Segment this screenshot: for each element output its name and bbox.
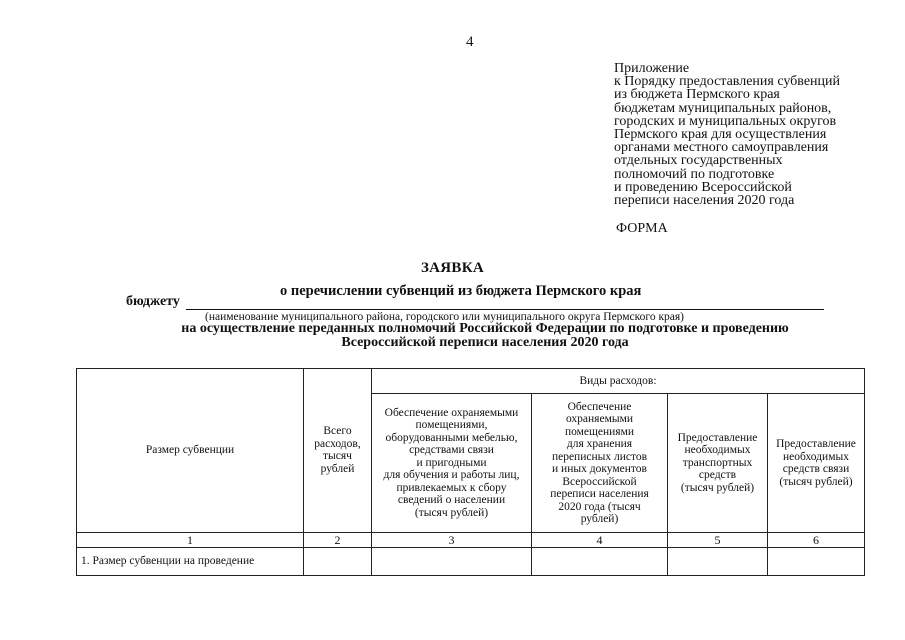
- document-subtitle: о перечислении субвенций из бюджета Пермского края: [280, 283, 642, 299]
- col-number: 3: [371, 532, 532, 548]
- col-number: 5: [667, 532, 768, 548]
- budget-label: бюджету: [126, 294, 180, 309]
- col-number: 1: [76, 532, 304, 548]
- header-expense-types: Виды расходов:: [371, 368, 865, 394]
- col-number: 6: [767, 532, 865, 548]
- budget-fill-line: [186, 309, 824, 310]
- subvention-table: [76, 368, 865, 578]
- header-total-expenses: Всего расходов, тысяч рублей: [303, 368, 372, 533]
- table-cell: [303, 547, 372, 576]
- row-label: 1. Размер субвенции на проведение: [76, 547, 304, 576]
- col-number: 4: [531, 532, 668, 548]
- page-number: 4: [466, 34, 474, 50]
- document-title: ЗАЯВКА: [420, 260, 485, 276]
- table-cell: [667, 547, 768, 576]
- table-cell: [531, 547, 668, 576]
- purpose-text: на осуществление переданных полномочий Российской Федерации по подготовке и проведению Всероссийской переписи населения 2020 года: [181, 321, 789, 350]
- header-premises-training: Обеспечение охраняемыми помещениями, оборудованными мебелью, средствами связи и пригодными для обучения и работы лиц, привлекаемых к сбору сведений о населении (тысяч рублей): [371, 393, 532, 533]
- header-communication: Предоставление необходимых средств связи (тысяч рублей): [767, 393, 865, 533]
- table-cell: [371, 547, 532, 576]
- header-subvention-size: Размер субвенции: [76, 368, 304, 533]
- appendix-note: Приложение к Порядку предоставления субвенций из бюджета Пермского края бюджетам муниципальных районов, городских и муниципальных округов Пермского края для осуществления органами местного самоуправления отдельных государственных полномочий по подготовке и проведению Всероссийской переписи населения 2020 года: [614, 61, 841, 209]
- header-transport: Предоставление необходимых транспортных средств (тысяч рублей): [667, 393, 768, 533]
- header-premises-storage: Обеспечение охраняемыми помещениями для хранения переписных листов и иных документов Всероссийской переписи населения 2020 года (тысяч рублей): [531, 393, 668, 533]
- table-cell: [767, 547, 865, 576]
- form-label: ФОРМА: [616, 221, 668, 236]
- col-number: 2: [303, 532, 372, 548]
- budget-caption: (наименование муниципального района, городского или муниципального округа Пермского края): [205, 311, 685, 323]
